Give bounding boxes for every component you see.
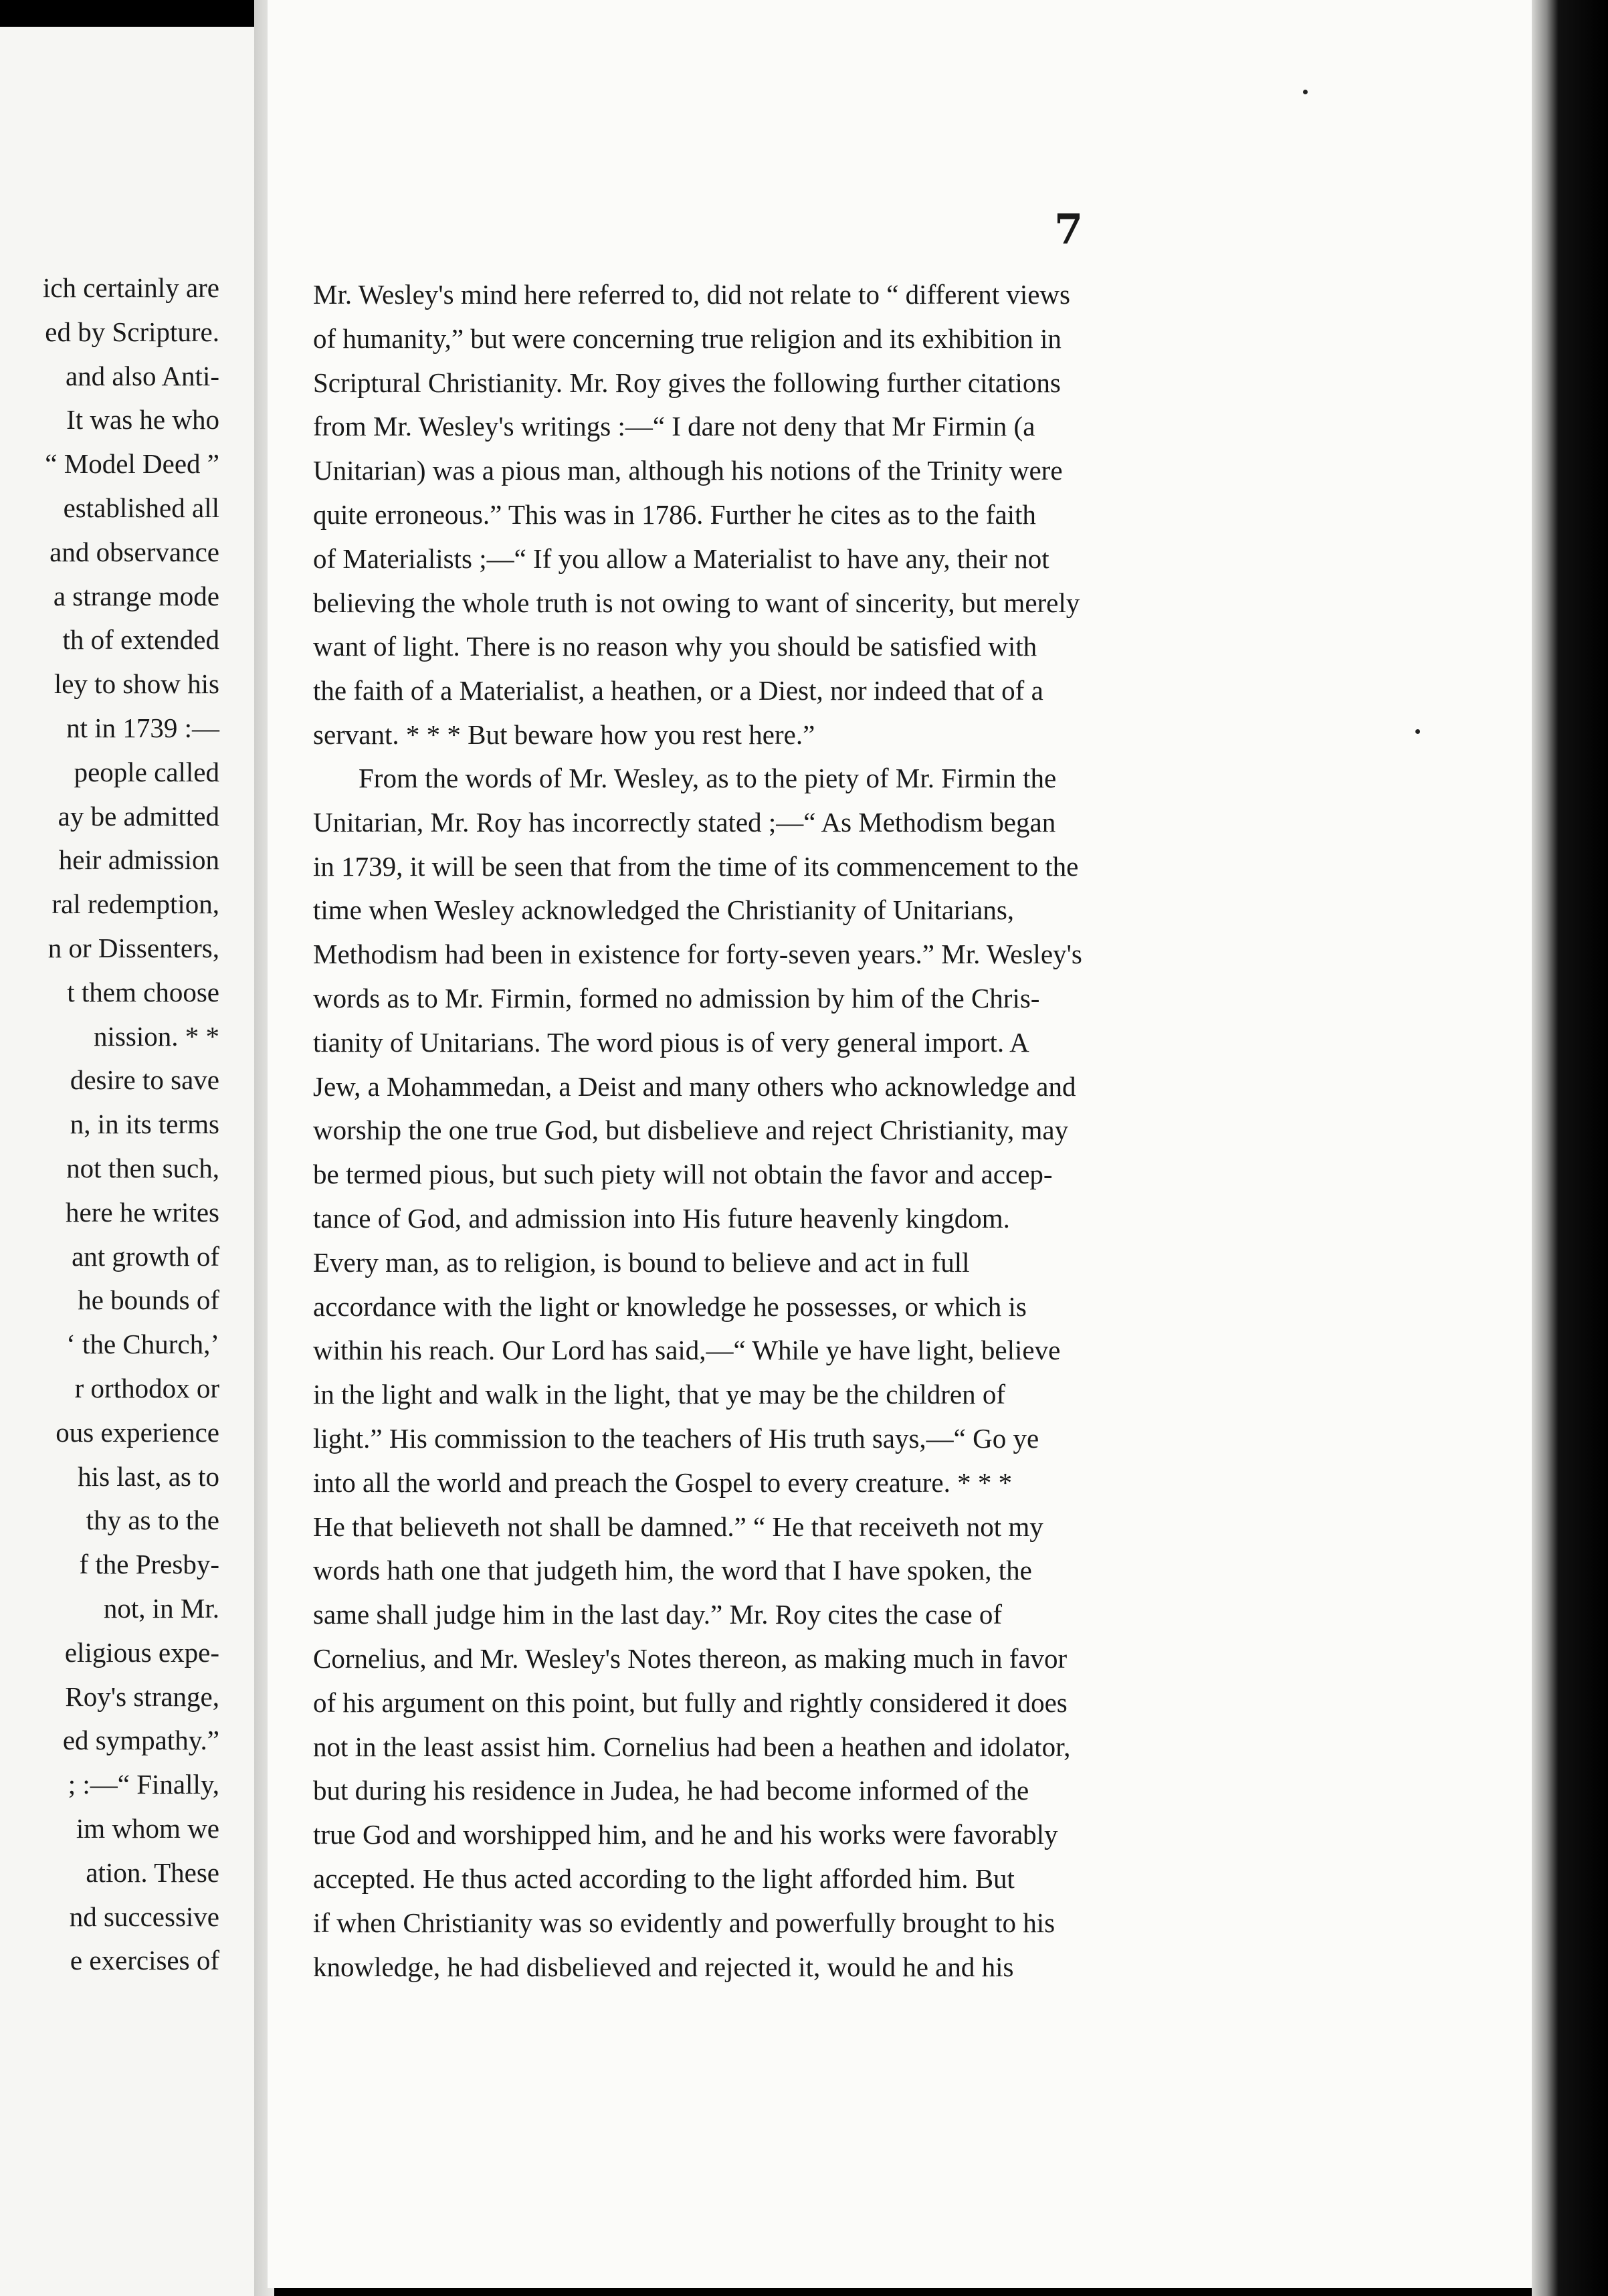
text-line: Jew, a Mohammedan, a Deist and many others who acknowledge and [313, 1070, 1076, 1102]
text-line: not in the least assist him. Cornelius had been a heathen and idolator, [313, 1731, 1071, 1762]
text-line: the faith of a Materialist, a heathen, or a Diest, nor indeed that of a [313, 675, 1043, 706]
text-line: ich certainly are [42, 272, 219, 303]
text-line: Unitarian) was a pious man, although his notions of the Trinity were [313, 455, 1063, 486]
text-line: his last, as to [78, 1460, 219, 1492]
text-line: desire to save [70, 1064, 219, 1096]
text-line: ed by Scripture. [45, 316, 219, 347]
text-line: He that believeth not shall be damned.” “ He that receiveth not my [313, 1511, 1043, 1542]
paper-speck [1415, 729, 1420, 734]
text-line: “ Model Deed ” [45, 448, 219, 480]
text-line: and observance [49, 536, 219, 567]
previous-page [0, 27, 254, 2296]
text-line: of his argument on this point, but fully and rightly considered it does [313, 1687, 1068, 1718]
text-line: Unitarian, Mr. Roy has incorrectly stated ;—“ As Methodism began [313, 806, 1056, 838]
text-line: From the words of Mr. Wesley, as to the piety of Mr. Firmin the [359, 763, 1057, 793]
text-line: and also Anti- [65, 360, 219, 391]
paper-speck [1303, 90, 1308, 94]
text-line: It was he who [66, 404, 219, 436]
text-line: Every man, as to religion, is bound to believe and act in full [313, 1246, 970, 1278]
text-line: he bounds of [78, 1284, 219, 1316]
text-line: ‘ the Church,’ [66, 1329, 219, 1360]
text-line: people called [74, 756, 219, 787]
text-line: heir admission [58, 844, 219, 876]
text-line: ley to show his [54, 668, 219, 700]
text-line: a strange mode [53, 580, 219, 611]
text-line: n, in its terms [70, 1109, 219, 1140]
text-line: servant. * * * But beware how you rest here.” [313, 719, 815, 750]
text-line: in 1739, it will be seen that from the time of its commencement to the [313, 850, 1079, 882]
text-line: Roy's strange, [65, 1681, 219, 1712]
text-line: from Mr. Wesley's writings :—“ I dare not deny that Mr Firmin (a [313, 411, 1035, 442]
text-line: true God and worshipped him, and he and his works were favorably [313, 1819, 1058, 1850]
text-line: accepted. He thus acted according to the light afforded him. But [313, 1863, 1015, 1894]
text-line: here he writes [66, 1196, 219, 1228]
text-line: ed sympathy.” [62, 1725, 219, 1756]
text-line: time when Wesley acknowledged the Christianity of Unitarians, [313, 894, 1015, 926]
text-line: if when Christianity was so evidently and powerfully brought to his [313, 1907, 1056, 1938]
text-line: but during his residence in Judea, he had become informed of the [313, 1775, 1029, 1806]
text-line: accordance with the light or knowledge he possesses, or which is [313, 1290, 1027, 1322]
text-line: tianity of Unitarians. The word pious is of very general import. A [313, 1026, 1029, 1058]
text-line: light.” His commission to the teachers of His truth says,—“ Go ye [313, 1423, 1039, 1454]
text-line: believing the whole truth is not owing to want of sincerity, but merely [313, 587, 1080, 618]
text-line: nt in 1739 :— [66, 712, 219, 743]
text-line: not then such, [66, 1153, 219, 1183]
text-line: Mr. Wesley's mind here referred to, did not relate to “ different views [313, 279, 1070, 310]
current-page [268, 0, 1532, 2288]
text-line: worship the one true God, but disbelieve and reject Christianity, may [313, 1115, 1069, 1146]
text-line: Methodism had been in existence for forty-seven years.” Mr. Wesley's [313, 939, 1082, 970]
text-line: nd successive [69, 1901, 219, 1932]
text-line: e exercises of [70, 1945, 219, 1976]
text-line: ; :—“ Finally, [68, 1769, 219, 1800]
text-line: want of light. There is no reason why you should be satisfied with [313, 631, 1037, 662]
text-line: ation. These [86, 1856, 219, 1888]
text-line: ay be admitted [58, 800, 219, 832]
text-line: into all the world and preach the Gospel to every creature. * * * [313, 1466, 1013, 1498]
text-line: th of extended [62, 624, 219, 656]
text-line: Scriptural Christianity. Mr. Roy gives the following further citations [313, 367, 1061, 398]
page-edge-shadow [1532, 0, 1608, 2296]
text-line: f the Presby- [79, 1549, 219, 1580]
text-line: words hath one that judgeth him, the word that I have spoken, the [313, 1555, 1032, 1586]
text-line: words as to Mr. Firmin, formed no admission by him of the Chris- [313, 983, 1040, 1014]
text-line: knowledge, he had disbelieved and rejected it, would he and his [313, 1951, 1014, 1982]
text-line: im whom we [76, 1813, 219, 1844]
text-line: in the light and walk in the light, that ye may be the children of [313, 1379, 1005, 1410]
text-line: t them choose [67, 976, 219, 1008]
text-line: Cornelius, and Mr. Wesley's Notes thereon, as making much in favor [313, 1643, 1068, 1674]
text-line: established all [63, 492, 219, 523]
text-line: ous experience [56, 1416, 219, 1448]
text-line: nission. * * [94, 1020, 219, 1052]
text-line: quite erroneous.” This was in 1786. Further he cites as to the faith [313, 499, 1036, 530]
text-line: thy as to the [86, 1505, 219, 1536]
text-line: r orthodox or [74, 1373, 219, 1404]
text-line: same shall judge him in the last day.” Mr. Roy cites the case of [313, 1599, 1003, 1630]
text-line: n or Dissenters, [47, 933, 219, 963]
text-line: within his reach. Our Lord has said,—“ While ye have light, believe [313, 1335, 1061, 1366]
text-line: of Materialists ;—“ If you allow a Materialist to have any, their not [313, 543, 1049, 574]
text-line: tance of God, and admission into His future heavenly kingdom. [313, 1203, 1010, 1234]
text-line: eligious expe- [64, 1636, 219, 1668]
text-line: ant growth of [72, 1240, 219, 1272]
text-line: not, in Mr. [103, 1593, 219, 1624]
text-line: ral redemption, [52, 888, 219, 920]
page-number: 7 [1054, 205, 1084, 254]
text-line: of humanity,” but were concerning true religion and its exhibition in [313, 322, 1062, 354]
text-line: be termed pious, but such piety will not obtain the favor and accep- [313, 1159, 1053, 1190]
